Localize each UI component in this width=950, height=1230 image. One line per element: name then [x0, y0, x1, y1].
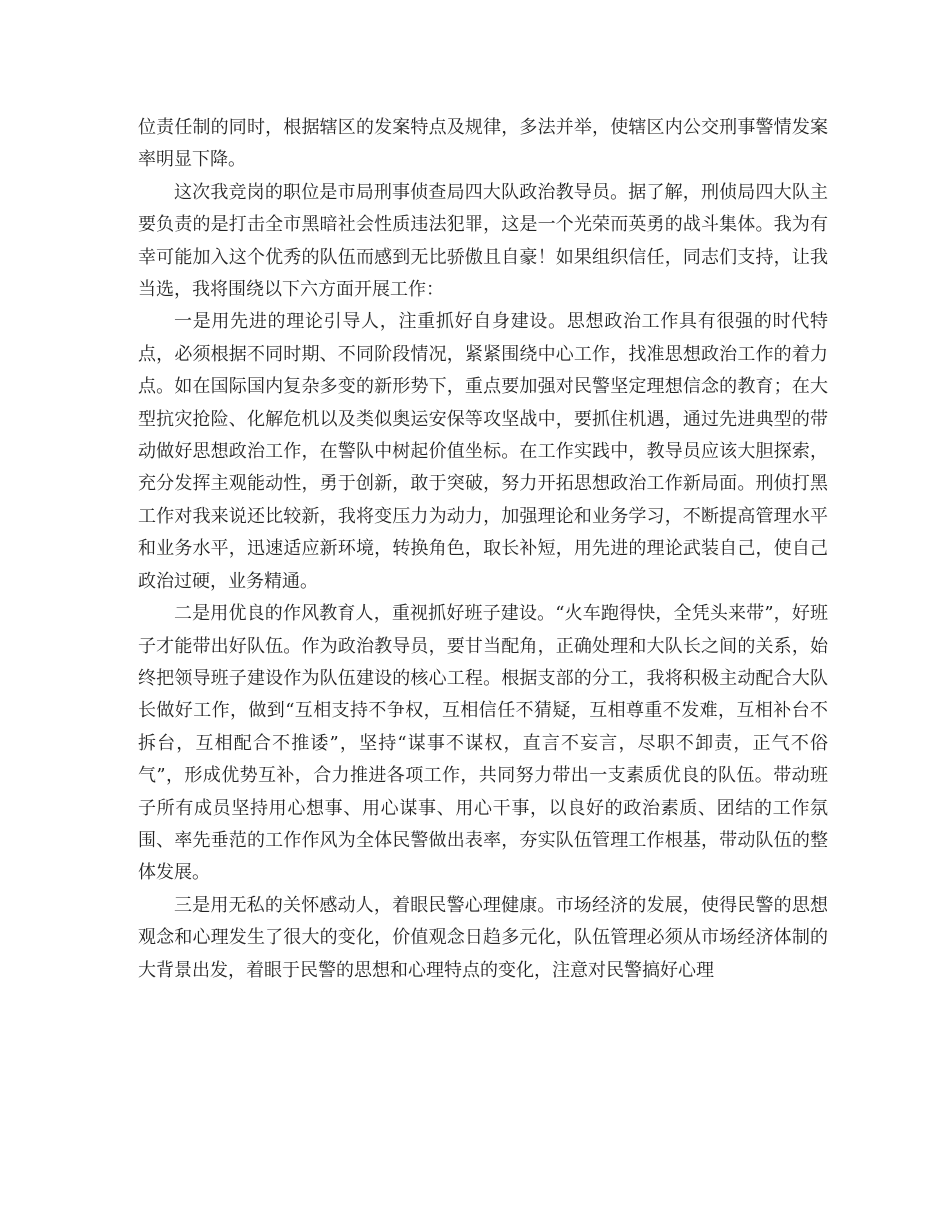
paragraph-position: 这次我竞岗的职位是市局刑事侦查局四大队政治教导员。据了解，刑侦局四大队主要负责的是打击全市黑暗社会性质违法犯罪，这是一个光荣而英勇的战斗集体。我为有幸可能加入这个优秀的队伍而感到无比骄傲且自豪！如果组织信任，同志们支持，让我当选，我将围绕以下六方面开展工作：: [138, 181, 828, 301]
paragraph-continuation: 位责任制的同时，根据辖区的发案特点及规律，多法并举，使辖区内公交刑事警情发案率明显下降。: [138, 117, 828, 171]
paragraph-point-one: 一是用先进的理论引导人，注重抓好自身建设。思想政治工作具有很强的时代特点，必须根据不同时期、不同阶段情况，紧紧围绕中心工作，找准思想政治工作的着力点。如在国际国内复杂多变的新形势下，重点要加强对民警坚定理想信念的教育；在大型抗灾抢险、化解危机以及类似奥运安保等攻坚战中，要抓住机遇，通过先进典型的带动做好思想政治工作，在警队中树起价值坐标。在工作实践中，教导员应该大胆探索，充分发挥主观能动性，勇于创新，敢于突破，努力开拓思想政治工作新局面。刑侦打黑工作对我来说还比较新，我将变压力为动力，加强理论和业务学习，不断提高管理水平和业务水平，迅速适应新环境，转换角色，取长补短，用先进的理论武装自己，使自己政治过硬，业务精通。: [138, 311, 828, 592]
paragraph-point-three: 三是用无私的关怀感动人，着眼民警心理健康。市场经济的发展，使得民警的思想观念和心理发生了很大的变化，价值观念日趋多元化，队伍管理必须从市场经济体制的大背景出发，着眼于民警的思想和心理特点的变化，注意对民警搞好心理: [138, 894, 828, 981]
paragraph-point-two: 二是用优良的作风教育人，重视抓好班子建设。“火车跑得快，全凭头来带”，好班子才能带出好队伍。作为政治教导员，要甘当配角，正确处理和大队长之间的关系，始终把领导班子建设作为队伍建设的核心工程。根据支部的分工，我将积极主动配合大队长做好工作，做到“互相支持不争权，互相信任不猜疑，互相尊重不发难，互相补台不拆台，互相配合不推诿”，坚持“谋事不谋权，直言不妄言，尽职不卸责，正气不俗气”，形成优势互补，合力推进各项工作，共同努力带出一支素质优良的队伍。带动班子所有成员坚持用心想事、用心谋事、用心干事，以良好的政治素质、团结的工作氛围、率先垂范的工作作风为全体民警做出表率，夯实队伍管理工作根基，带动队伍的整体发展。: [138, 603, 828, 884]
document-body: [138, 112, 828, 987]
